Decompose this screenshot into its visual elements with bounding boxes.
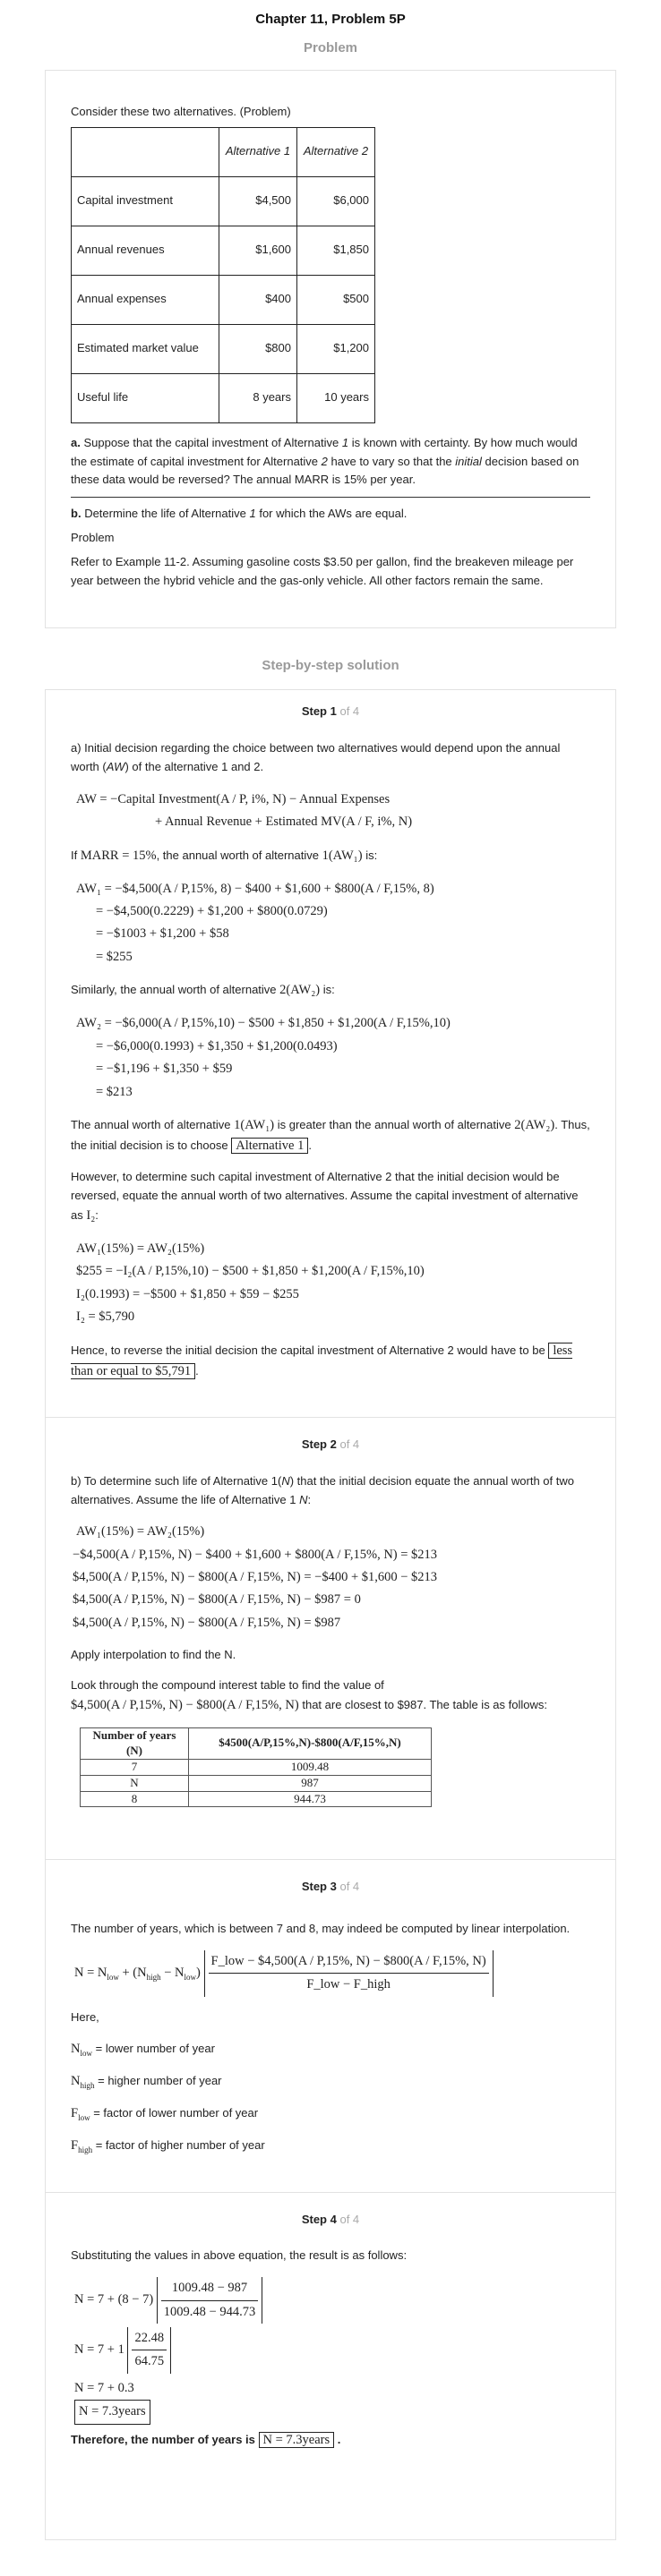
- table-row: [81, 1759, 432, 1775]
- table-cell: $1,850: [297, 226, 375, 275]
- second-problem-text: Refer to Example 11-2. Assuming gasoline costs $3.50 per gallon, find the breakeven mileage per year between the hybrid vehicle and the gas-only vehicle. All other factors remain the same.: [71, 554, 574, 587]
- math-line: $4,500(A / P,15%, N) − $800(A / F,15%, N) = −$400 + $1,600 − $213: [73, 1570, 438, 1585]
- step-4-of: of 4: [339, 2212, 360, 2226]
- part-b-seg1: Determine the life of Alternative: [84, 507, 246, 521]
- def-text: = factor of lower number of year: [93, 2106, 259, 2120]
- formula-sub: high: [146, 1972, 161, 1982]
- definition-item: [71, 2103, 590, 2124]
- table-header-row: [81, 1727, 432, 1759]
- calc-line-1: [74, 2277, 590, 2324]
- table-cell: $4,500: [219, 176, 297, 226]
- math-line: $255 = −I₂(A / P,15%,10) − $500 + $1,850 + $1,200(A / F,15%,10): [76, 1264, 425, 1279]
- definition-item: [71, 2136, 590, 2156]
- text-seg: The annual worth of alternative: [71, 1117, 231, 1131]
- calc-bracket: [157, 2277, 262, 2324]
- step-1-header: [71, 703, 590, 721]
- part-b-label: b.: [71, 507, 82, 521]
- answer-box: Alternative 1: [231, 1138, 308, 1154]
- math-line: = −$1,196 + $1,350 + $59: [96, 1062, 233, 1077]
- step-2-header: [71, 1436, 590, 1454]
- table-cell: Capital investment: [72, 176, 219, 226]
- text-seg: is:: [322, 983, 335, 997]
- math-line: N = 7 + 0.3: [74, 2380, 134, 2395]
- alternatives-table: [71, 127, 375, 423]
- math-inline: $4,500(A / P,15%, N) − $800(A / F,15%, N): [71, 1697, 299, 1712]
- solution-heading: Step-by-step solution: [262, 658, 399, 674]
- text-seg: that are closest to $987. The table is as follows:: [302, 1697, 547, 1711]
- step3-here: Here,: [71, 2009, 99, 2024]
- fraction-numerator: 22.48: [132, 2327, 167, 2350]
- formula-seg: + (N: [118, 1966, 147, 1981]
- part-a-alt2: 2: [321, 454, 328, 468]
- calc-bracket: [127, 2327, 171, 2374]
- step2-equations: [73, 1521, 590, 1634]
- part-a-label: a.: [71, 435, 81, 449]
- formula-seg: ): [196, 1966, 201, 1981]
- text-seg: ) that the initial decision equate the annual worth of two alternatives. Assume the life of Alternative 1: [71, 1473, 574, 1506]
- definitions-list: [71, 2039, 590, 2157]
- table-header: $4500(A/P,15%,N)-$800(A/F,15%,N): [189, 1727, 432, 1759]
- step1-however: [71, 1168, 590, 1226]
- step-4: [45, 2193, 616, 2540]
- text-seg: N: [299, 1492, 308, 1506]
- part-a-alt1: 1: [341, 435, 349, 449]
- table-cell: $1,600: [219, 226, 297, 275]
- second-problem-label: Problem: [71, 530, 115, 544]
- math-line: AW₁ = −$4,500(A / P,15%, 8) − $400 + $1,600 + $800(A / F,15%, 8): [76, 881, 434, 896]
- table-row: [72, 176, 375, 226]
- formula-bracket: [204, 1950, 494, 1997]
- text-seg: b) To determine such life of Alternative 1(: [71, 1473, 282, 1488]
- math-seg: N = 7 + 1: [74, 2342, 124, 2358]
- part-a-seg1: Suppose that the capital investment of Alternative: [83, 435, 339, 449]
- interpolation-formula: [74, 1950, 590, 1997]
- table-cell: Useful life: [72, 373, 219, 422]
- math-line: I₂ = $5,790: [76, 1309, 135, 1325]
- step4-intro: Substituting the values in above equation, the result is as follows:: [71, 2248, 408, 2263]
- calc-fraction: [161, 2277, 258, 2324]
- part-b-text: [71, 505, 590, 524]
- table-cell: $1,200: [297, 324, 375, 373]
- divider: [71, 497, 590, 498]
- table-cell: $500: [297, 275, 375, 324]
- math-line: = −$1003 + $1,200 + $58: [96, 926, 229, 942]
- table-header-row: [72, 127, 375, 176]
- table-cell: 8: [81, 1791, 189, 1807]
- math-inline: I₂: [86, 1207, 96, 1223]
- step1-if-line: [71, 846, 590, 866]
- table-row: [81, 1791, 432, 1807]
- fraction-denominator: 1009.48 − 944.73: [163, 2304, 256, 2319]
- step-3: [45, 1860, 616, 2192]
- step1-hence: [71, 1341, 590, 1382]
- text-seg: N: [281, 1473, 290, 1488]
- formula-lhs: [74, 1966, 204, 1980]
- text-seg: . Thus, the initial decision is to choose: [71, 1117, 590, 1153]
- table-cell: 944.73: [189, 1791, 432, 1807]
- table-cell: 10 years: [297, 373, 375, 422]
- problem-card: [45, 70, 616, 628]
- fraction-denominator: F_low − F_high: [306, 1977, 391, 1992]
- page-title: Chapter 11, Problem 5P: [255, 12, 406, 27]
- math-inline: MARR = 15%: [80, 848, 157, 863]
- part-a-initial: initial: [455, 454, 482, 468]
- def-text: = factor of higher number of year: [95, 2138, 265, 2153]
- table-header-alt1: Alternative 1: [219, 127, 297, 176]
- aw1-calc: [76, 878, 590, 969]
- def-sub: low: [78, 2113, 90, 2123]
- math-line: $4,500(A / P,15%, N) − $800(A / F,15%, N) = $987: [73, 1615, 341, 1630]
- definition-item: [71, 2039, 590, 2060]
- text-seg: Similarly, the annual worth of alternative: [71, 983, 277, 997]
- step-3-of: of 4: [339, 1880, 360, 1894]
- text-seg: :: [95, 1207, 99, 1222]
- i2-calc: [76, 1238, 590, 1329]
- formula-seg: − N: [160, 1966, 185, 1981]
- step2-look: [71, 1676, 590, 1716]
- text-seg: Hence, to reverse the initial decision the capital investment of Alternative 2 would have to be: [71, 1343, 545, 1357]
- problem-intro: Consider these two alternatives. (Problem): [71, 105, 291, 118]
- math-line: AW₁(15%) = AW₂(15%): [76, 1241, 205, 1257]
- math-line: −$4,500(A / P,15%, N) − $400 + $1,600 + $800(A / F,15%, N) = $213: [73, 1547, 438, 1562]
- final-answer-label: Therefore, the number of years is: [71, 2432, 255, 2446]
- math-line: = $255: [96, 949, 133, 964]
- def-symbol: N: [71, 2041, 81, 2056]
- table-row: [72, 275, 375, 324]
- math-inline: 2(AW₂): [514, 1117, 555, 1132]
- part-b-seg2: for which the AWs are equal.: [259, 507, 408, 521]
- definition-item: [71, 2071, 590, 2092]
- def-symbol: F: [71, 2106, 79, 2121]
- table-row: [81, 1775, 432, 1791]
- def-text: = lower number of year: [95, 2041, 215, 2055]
- math-line: = −$4,500(0.2229) + $1,200 + $800(0.0729): [96, 904, 328, 919]
- table-row: [72, 226, 375, 275]
- table-cell: 7: [81, 1759, 189, 1775]
- step1-intro-seg2: ) of the alternative 1 and 2.: [124, 759, 264, 773]
- table-header: Number of years (N): [81, 1727, 189, 1759]
- part-a-text: [71, 434, 590, 490]
- aw-formula: [76, 789, 590, 834]
- table-cell: Annual expenses: [72, 275, 219, 324]
- step1-similarly: [71, 980, 590, 1001]
- text-seg: Look through the compound interest table to find the value of: [71, 1677, 384, 1692]
- math-line: = $213: [96, 1084, 133, 1099]
- def-symbol: N: [71, 2073, 81, 2088]
- step-1: [45, 689, 616, 1418]
- table-cell: 1009.48: [189, 1759, 432, 1775]
- part-a-seg3: have to vary so that the: [330, 454, 452, 468]
- step3-intro: The number of years, which is between 7 and 8, may indeed be computed by linear interpolation.: [71, 1922, 571, 1936]
- problem-heading: Problem: [303, 40, 357, 55]
- step-1-of: of 4: [339, 704, 360, 719]
- aw2-calc: [76, 1012, 590, 1104]
- interpolation-table: [80, 1727, 432, 1807]
- text-seg: .: [337, 2432, 341, 2446]
- step-2: [45, 1418, 616, 1861]
- math-line: AW₁(15%) = AW₂(15%): [76, 1524, 205, 1540]
- math-line: I₂(0.1993) = −$500 + $1,850 + $59 − $255: [76, 1286, 299, 1301]
- formula-sub: low: [184, 1972, 197, 1982]
- table-cell: N: [81, 1775, 189, 1791]
- text-seg: .: [308, 1139, 312, 1153]
- math-line: AW = −Capital Investment(A / P, i%, N) − Annual Expenses: [76, 791, 391, 806]
- math-inline: 2(AW₂): [279, 983, 321, 998]
- step1-comparison: [71, 1115, 590, 1156]
- step-4-header: [71, 2211, 590, 2230]
- text-seg: .: [195, 1363, 199, 1378]
- step2-intro: [71, 1472, 590, 1510]
- table-header-alt2: Alternative 2: [297, 127, 375, 176]
- table-cell: Annual revenues: [72, 226, 219, 275]
- text-seg: , the annual worth of alternative: [156, 848, 319, 862]
- answer-box: N = 7.3years: [74, 2400, 150, 2424]
- final-answer: [71, 2430, 590, 2451]
- step4-calc: [74, 2277, 590, 2424]
- step2-apply: Apply interpolation to find the N.: [71, 1648, 236, 1662]
- answer-box: less than or equal to $5,791: [71, 1343, 573, 1378]
- table-cell: 8 years: [219, 373, 297, 422]
- table-cell: $400: [219, 275, 297, 324]
- step-3-header: [71, 1878, 590, 1897]
- text-seg: is:: [365, 848, 378, 862]
- math-line: $4,500(A / P,15%, N) − $800(A / F,15%, N) − $987 = 0: [73, 1592, 361, 1608]
- def-text: = higher number of year: [98, 2073, 222, 2087]
- step1-aw: AW: [106, 759, 125, 773]
- math-line: + Annual Revenue + Estimated MV(A / F, i%, N): [155, 815, 413, 830]
- def-symbol: F: [71, 2138, 79, 2154]
- math-line: AW₂ = −$6,000(A / P,15%,10) − $500 + $1,850 + $1,200(A / F,15%,10): [76, 1016, 451, 1031]
- part-a-seg2: is known with certainty. By how much would the estimate of capital investment for Alternative: [71, 435, 578, 468]
- text-seg: is greater than the annual worth of alternative: [277, 1117, 511, 1131]
- calc-fraction: [132, 2327, 167, 2374]
- table-row: [72, 373, 375, 422]
- math-inline: 1(AW₁): [234, 1117, 275, 1132]
- def-sub: high: [80, 2080, 95, 2090]
- text-seg: :: [307, 1492, 312, 1506]
- fraction-denominator: 64.75: [134, 2354, 165, 2369]
- table-cell: $800: [219, 324, 297, 373]
- def-sub: high: [78, 2145, 93, 2155]
- calc-line-2: [74, 2327, 590, 2374]
- table-header-empty: [72, 127, 219, 176]
- part-b-alt1: 1: [249, 507, 256, 521]
- final-answer-box: N = 7.3years: [259, 2432, 335, 2448]
- step-3-title: Step 3: [301, 1880, 337, 1894]
- math-inline: 1(AW₁): [322, 848, 363, 863]
- table-cell: Estimated market value: [72, 324, 219, 373]
- math-seg: N = 7 + (8 − 7): [74, 2292, 154, 2307]
- step-2-title: Step 2: [301, 1437, 337, 1451]
- formula-fraction: [209, 1950, 489, 1997]
- fraction-numerator: 1009.48 − 987: [161, 2277, 258, 2300]
- step1-intro-seg1: a) Initial decision regarding the choice between two alternatives would depend upon the annual worth (: [71, 741, 561, 773]
- formula-sub: low: [107, 1972, 119, 1982]
- step-4-title: Step 4: [301, 2212, 337, 2226]
- table-row: [72, 324, 375, 373]
- math-line: = −$6,000(0.1993) + $1,350 + $1,200(0.0493): [96, 1038, 338, 1053]
- fraction-numerator: F_low − $4,500(A / P,15%, N) − $800(A / F,15%, N): [209, 1950, 489, 1974]
- step1-intro: [71, 739, 590, 777]
- part-a-seg4: decision based on these data would be reversed? The annual MARR is 15% per year.: [71, 454, 579, 487]
- step-1-title: Step 1: [301, 704, 337, 719]
- text-seg: However, to determine such capital investment of Alternative 2 that the initial decision would be reversed, equate the annual worth of two alternatives. Assume the capital investment of alternative as: [71, 1170, 579, 1222]
- table-cell: $6,000: [297, 176, 375, 226]
- formula-seg: N = N: [74, 1966, 107, 1981]
- text-seg: If: [71, 848, 78, 862]
- def-sub: low: [80, 2048, 92, 2058]
- table-cell: 987: [189, 1775, 432, 1791]
- step-2-of: of 4: [339, 1437, 360, 1451]
